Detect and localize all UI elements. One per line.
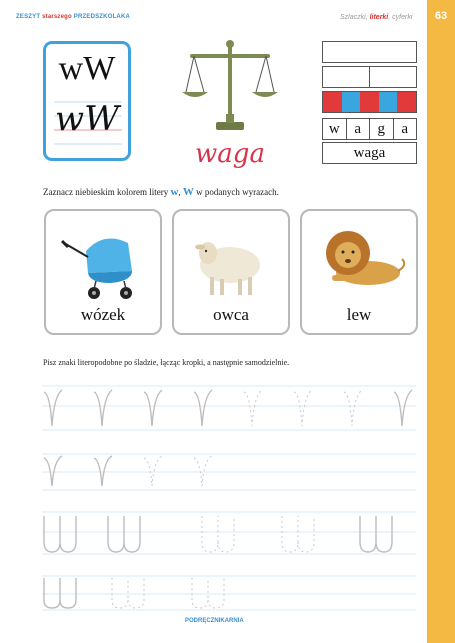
scheme-letter: g	[370, 119, 394, 139]
series-title-part2: starszego	[42, 14, 72, 20]
printed-letters: wW	[58, 50, 116, 87]
stroller-image	[46, 221, 160, 301]
series-title-part1: ZESZYT	[16, 14, 41, 20]
script-letters: wW	[54, 99, 120, 139]
picture-card-wozek[interactable]	[44, 209, 162, 335]
task1-pre: Zaznacz niebieskim kolorem litery	[43, 187, 169, 197]
scheme-word: waga	[322, 142, 417, 164]
task1-sep: ,	[178, 187, 181, 197]
publisher-logo: PODRĘCZNIKARNIA	[185, 618, 244, 624]
task-instruction-2: Pisz znaki literopodobne po śladzie, łącząc kropki, a następnie samodzielnie.	[43, 358, 290, 367]
breadcrumb-2: literki	[369, 14, 389, 21]
page-number: 63	[434, 10, 448, 22]
scale-image	[182, 36, 278, 132]
picture-card-lew[interactable]	[300, 209, 418, 335]
task-instruction-1	[43, 186, 279, 198]
tracing-exercise[interactable]	[42, 378, 422, 614]
breadcrumb	[340, 14, 412, 21]
sound-color-cell	[342, 92, 361, 112]
card-label: owca	[213, 305, 249, 324]
sound-color-cell	[360, 92, 379, 112]
sound-color-scheme	[322, 91, 417, 113]
task1-post: w podanych wyrazach.	[196, 187, 279, 197]
series-title-part3: PRZEDSZKOLAKA	[73, 14, 131, 20]
breadcrumb-1: Szlaczki,	[340, 14, 368, 21]
series-title	[16, 14, 130, 20]
sound-color-cell	[397, 92, 416, 112]
sound-color-cell	[323, 92, 342, 112]
task1-letter-W: W	[182, 186, 194, 198]
letter-card	[43, 41, 131, 161]
task1-letter-w: w	[170, 186, 179, 198]
card-label: wózek	[80, 305, 126, 324]
picture-card-owca[interactable]	[172, 209, 290, 335]
lion-image	[302, 219, 416, 299]
sound-color-cell	[379, 92, 398, 112]
page-sidebar	[427, 0, 455, 643]
picture-word: waga	[195, 139, 265, 169]
scheme-letter: w	[323, 119, 347, 139]
scheme-syllable-box	[322, 66, 417, 88]
sheep-image	[174, 223, 288, 303]
breadcrumb-3: , cyferki	[388, 14, 413, 21]
scheme-letter: a	[401, 121, 409, 137]
scheme-letter: a	[347, 119, 371, 139]
card-label: lew	[346, 305, 372, 324]
scheme-sentence-box	[322, 41, 417, 63]
letter-scheme	[322, 118, 417, 140]
